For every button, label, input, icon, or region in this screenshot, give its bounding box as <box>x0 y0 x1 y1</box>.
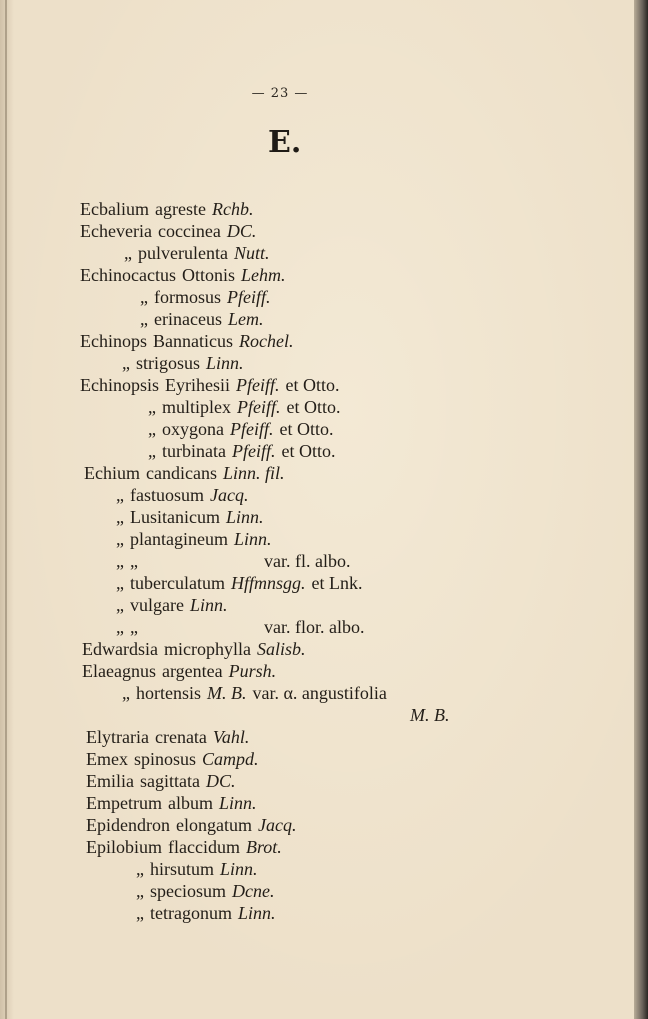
list-item <box>124 242 275 264</box>
entry-genus: Elaeagnus <box>82 661 156 681</box>
entry-species: Eyrihesii <box>165 375 230 395</box>
entry-author: Jacq. <box>210 485 249 505</box>
entry-ditto: „ <box>148 441 156 461</box>
entry-ditto: „ <box>122 353 130 373</box>
entry-genus: Ecbalium <box>80 199 149 219</box>
entry-author: Linn. <box>218 793 257 813</box>
entry-author: Linn. <box>225 507 264 527</box>
entry-species: tetragonum <box>150 903 232 923</box>
entry-genus: Emex <box>86 749 128 769</box>
entry-species: Bannaticus <box>153 331 233 351</box>
entry-author: DC. <box>205 771 236 791</box>
list-item <box>80 198 259 220</box>
entry-species: Lusitanicum <box>130 507 220 527</box>
entry-author: Linn. <box>189 595 228 615</box>
list-item <box>116 506 270 528</box>
entry-ditto: „ <box>148 419 156 439</box>
entry-genus: Echeveria <box>80 221 152 241</box>
list-item <box>148 418 340 440</box>
entry-species: flaccidum <box>168 837 240 857</box>
entry-author: Lehm. <box>240 265 286 285</box>
entry-species: plantagineum <box>130 529 228 549</box>
list-item <box>86 814 302 836</box>
entry-genus: Echium <box>84 463 140 483</box>
entry-author: Pfeiff. <box>236 375 280 395</box>
entry-species: sagittata <box>140 771 200 791</box>
list-item <box>122 352 250 374</box>
entry-suffix: var. fl. albo. <box>264 551 351 571</box>
entry-ditto: „ <box>116 485 124 505</box>
entry-species: „ <box>130 617 138 637</box>
list-item <box>140 308 269 330</box>
entry-species: multiplex <box>162 397 231 417</box>
list-item <box>116 594 234 616</box>
list-item <box>116 572 368 594</box>
entry-species: argentea <box>161 661 223 681</box>
entry-author: Vahl. <box>212 727 250 747</box>
entry-species: „ <box>130 551 138 571</box>
list-item <box>82 660 282 682</box>
list-item <box>116 484 254 506</box>
entry-author: Pfeiff. <box>237 397 281 417</box>
list-item <box>82 638 311 660</box>
entry-ditto: „ <box>148 397 156 417</box>
list-item <box>116 528 278 550</box>
entry-ditto: „ <box>116 617 124 637</box>
entry-ditto: „ <box>116 595 124 615</box>
entry-species: erinaceus <box>154 309 222 329</box>
entry-species: agreste <box>154 199 206 219</box>
entry-suffix: et Otto. <box>286 397 341 417</box>
entry-genus: Edwardsia <box>82 639 158 659</box>
entry-genus: Epidendron <box>86 815 170 835</box>
entry-author: Lem. <box>227 309 264 329</box>
entry-author: Linn. <box>233 529 272 549</box>
page-number: — 23 — <box>251 86 309 101</box>
entry-author: Pfeiff. <box>227 287 271 307</box>
list-item <box>86 792 263 814</box>
entry-genus: Echinops <box>80 331 147 351</box>
list-item <box>116 550 356 572</box>
entry-ditto: „ <box>136 859 144 879</box>
entry-author: Jacq. <box>257 815 297 835</box>
list-item <box>80 330 299 352</box>
entry-genus: Epilobium <box>86 837 162 857</box>
section-heading: E. <box>268 125 302 160</box>
entry-species: crenata <box>154 727 207 747</box>
list-item <box>410 704 456 726</box>
entry-author: Linn. <box>206 353 244 373</box>
entry-species: coccinea <box>157 221 221 241</box>
entry-author: DC. <box>226 221 257 241</box>
page-edge-shadow <box>634 0 648 1019</box>
entry-author: Pfeiff. <box>231 441 276 461</box>
entry-ditto: „ <box>136 903 144 923</box>
entry-ditto: „ <box>136 881 144 901</box>
list-item <box>148 440 341 462</box>
entry-species: turbinata <box>162 441 226 461</box>
entry-species: tuberculatum <box>130 573 225 593</box>
entry-author: Nutt. <box>233 243 270 263</box>
entry-genus: Elytraria <box>86 727 149 747</box>
entry-suffix: et Otto. <box>279 419 334 439</box>
list-item <box>86 770 242 792</box>
entry-suffix: et Lnk. <box>311 573 363 593</box>
list-item <box>122 682 393 704</box>
entry-species: strigosus <box>136 353 201 373</box>
entry-species: oxygona <box>162 419 224 439</box>
entry-species: hortensis <box>136 683 201 703</box>
entry-genus: Echinocactus <box>80 265 176 285</box>
entry-author: Rchb. <box>211 199 254 219</box>
entry-author: Linn. <box>220 859 258 879</box>
entry-ditto: „ <box>116 551 124 571</box>
entry-author: M. B. <box>410 705 450 725</box>
entry-species: speciosum <box>150 881 226 901</box>
entry-species: Ottonis <box>181 265 235 285</box>
entry-species: elongatum <box>175 815 252 835</box>
entry-author: Hffmnsgg. <box>230 573 306 593</box>
list-item <box>86 836 288 858</box>
entry-author: Pfeiff. <box>230 419 274 439</box>
gutter-shadow <box>5 0 7 1019</box>
entry-author: Linn. fil. <box>222 463 285 483</box>
entry-species: vulgare <box>130 595 184 615</box>
entry-ditto: „ <box>116 573 124 593</box>
entry-species: spinosus <box>134 749 197 769</box>
entry-ditto: „ <box>116 529 124 549</box>
list-item <box>86 726 255 748</box>
list-item <box>84 462 290 484</box>
entry-ditto: „ <box>140 309 148 329</box>
entry-ditto: „ <box>122 683 130 703</box>
entry-author: Rochel. <box>238 331 294 351</box>
list-item <box>86 748 265 770</box>
entry-author: M. B. <box>207 683 247 703</box>
list-item <box>140 286 277 308</box>
list-item <box>148 396 347 418</box>
list-item <box>116 616 370 638</box>
entry-suffix: var. flor. albo. <box>264 617 365 637</box>
list-item <box>80 264 291 286</box>
entry-species: album <box>167 793 213 813</box>
entry-ditto: „ <box>140 287 148 307</box>
entry-suffix: et Otto. <box>281 441 336 461</box>
entry-species: formosus <box>154 287 221 307</box>
list-item <box>136 902 282 924</box>
entry-suffix: et Otto. <box>285 375 340 395</box>
list-item <box>136 880 280 902</box>
entry-author: Linn. <box>237 903 276 923</box>
entry-author: Pursh. <box>228 661 277 681</box>
entry-author: Brot. <box>245 837 282 857</box>
entry-species: hirsutum <box>150 859 215 879</box>
entry-species: microphylla <box>163 639 251 659</box>
entry-genus: Echinopsis <box>80 375 159 395</box>
entry-species: pulverulenta <box>138 243 228 263</box>
entry-genus: Empetrum <box>86 793 162 813</box>
entry-ditto: „ <box>124 243 132 263</box>
entry-species: candicans <box>146 463 217 483</box>
entry-genus: Emilia <box>86 771 134 791</box>
entry-author: Salisb. <box>256 639 306 659</box>
entry-ditto: „ <box>116 507 124 527</box>
entry-author: Campd. <box>202 749 259 769</box>
entry-author: Dcne. <box>232 881 275 901</box>
entry-species: fastuosum <box>130 485 204 505</box>
entry-suffix: var. α. angustifolia <box>252 683 387 703</box>
list-item <box>80 220 262 242</box>
list-item <box>80 374 346 396</box>
list-item <box>136 858 264 880</box>
